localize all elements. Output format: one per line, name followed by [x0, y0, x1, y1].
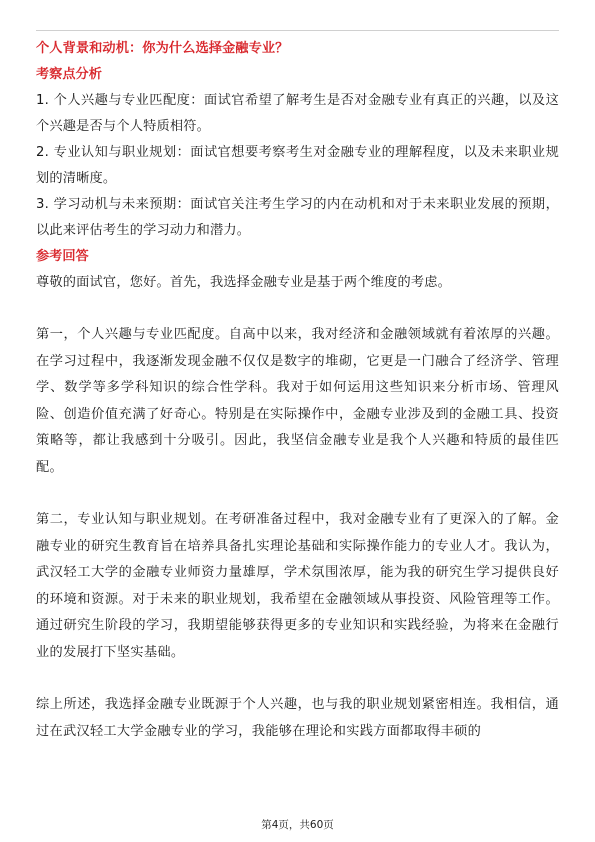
- header-rule: [36, 30, 559, 31]
- paragraph-gap: [36, 296, 559, 322]
- question-title: 个人背景和动机：你为什么选择金融专业？: [36, 41, 289, 56]
- answer-paragraph-2: 第二，专业认知与职业规划。在考研准备过程中，我对金融专业有了更深入的了解。金融专业的研究生教育旨在培养具备扎实理论基础和实际操作能力的专业人才。我认为，武汉轻工大学的金融专业师资力量雄厚，学术氛围浓厚，能为我的研究生学习提供良好的环境和资源。对于未来的职业规划，我希望在金融领域从事投资、风险管理等工作。通过研究生阶段的学习，我期望能够获得更多的专业知识和实践经验，为将来在金融行业的发展打下坚实基础。: [36, 512, 559, 660]
- paragraph-gap: [36, 666, 559, 692]
- answer-paragraph-3: 综上所述，我选择金融专业既源于个人兴趣，也与我的职业规划紧密相连。我相信，通过在武汉轻工大学金融专业的学习，我能够在理论和实践方面都取得丰硕的: [36, 697, 559, 739]
- answer-heading: 参考回答: [36, 249, 89, 264]
- paragraph-gap: [36, 481, 559, 507]
- analysis-heading: 考察点分析: [36, 67, 102, 82]
- analysis-point-3: 3. 学习动机与未来预期：面试官关注考生学习的内在动机和对于未来职业发展的预期，以此来评估考生的学习动力和潜力。: [36, 197, 559, 238]
- answer-paragraph-1: 第一，个人兴趣与专业匹配度。自高中以来，我对经济和金融领域就有着浓厚的兴趣。在学习过程中，我逐渐发现金融不仅仅是数字的堆砌，它更是一门融合了经济学、管理学、数学等多学科知识的综合性学科。我对于如何运用这些知识来分析市场、管理风险、创造价值充满了好奇心。特别是在实际操作中，金融专业涉及到的金融工具、投资策略等，都让我感到十分吸引。因此，我坚信金融专业是我个人兴趣和特质的最佳匹配。: [36, 327, 559, 475]
- analysis-point-2: 2. 专业认知与职业规划：面试官想要考察考生对金融专业的理解程度，以及未来职业规划的清晰度。: [36, 145, 559, 186]
- answer-opening: 尊敬的面试官，您好。首先，我选择金融专业是基于两个维度的考虑。: [36, 275, 452, 290]
- analysis-point-1: 1. 个人兴趣与专业匹配度：面试官希望了解考生是否对金融专业有真正的兴趣，以及这个兴趣是否与个人特质相符。: [36, 93, 559, 134]
- page-content: [36, 36, 559, 745]
- page-number: 第4页，共60页: [261, 819, 334, 831]
